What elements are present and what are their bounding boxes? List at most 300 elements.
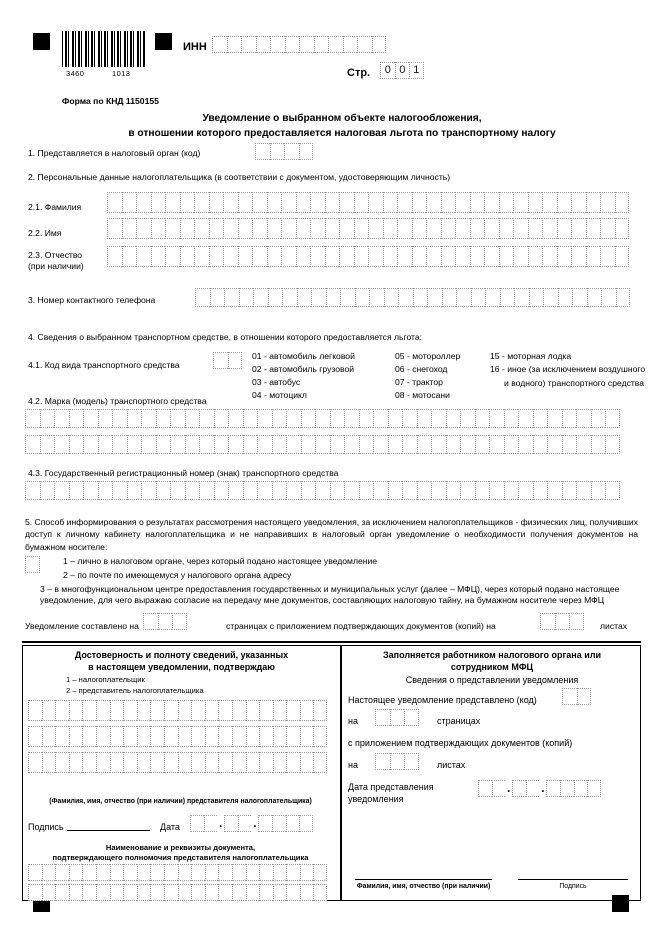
input-cell[interactable] xyxy=(96,864,110,881)
input-cell[interactable] xyxy=(259,884,273,901)
input-cell[interactable] xyxy=(205,726,219,747)
input-cell[interactable] xyxy=(299,36,314,53)
input-cell[interactable] xyxy=(286,481,301,500)
input-cell[interactable] xyxy=(205,752,219,773)
input-cell[interactable] xyxy=(151,246,166,267)
input-cell[interactable] xyxy=(547,409,562,428)
input-cell[interactable] xyxy=(383,218,398,239)
input-cell[interactable] xyxy=(28,864,42,881)
page-number-input[interactable] xyxy=(380,62,424,79)
input-cell[interactable] xyxy=(504,481,519,500)
input-cell[interactable] xyxy=(214,409,229,428)
input-cell[interactable] xyxy=(605,409,620,428)
input-cell[interactable] xyxy=(446,435,461,454)
input-cell[interactable] xyxy=(500,288,515,307)
input-cell[interactable] xyxy=(127,435,142,454)
input-cell[interactable] xyxy=(194,218,209,239)
input-cell[interactable] xyxy=(397,192,412,213)
input-cell[interactable] xyxy=(330,481,345,500)
input-cell[interactable] xyxy=(300,752,314,773)
input-cell[interactable] xyxy=(359,481,374,500)
input-cell[interactable] xyxy=(205,864,219,881)
input-cell[interactable] xyxy=(137,726,151,747)
input-cell[interactable] xyxy=(286,726,300,747)
input-cell[interactable] xyxy=(156,409,171,428)
input-cell[interactable] xyxy=(185,435,200,454)
input-cell[interactable] xyxy=(533,435,548,454)
input-cell[interactable] xyxy=(137,752,151,773)
input-cell[interactable] xyxy=(199,435,214,454)
date-cell[interactable] xyxy=(224,815,238,832)
input-cell[interactable] xyxy=(195,288,210,307)
input-cell[interactable] xyxy=(98,481,113,500)
input-cell[interactable] xyxy=(417,409,432,428)
input-cell[interactable] xyxy=(180,192,195,213)
input-cell[interactable] xyxy=(96,700,110,721)
input-cell[interactable] xyxy=(123,864,137,881)
input-cell[interactable] xyxy=(82,726,96,747)
input-cell[interactable] xyxy=(404,709,419,726)
input-cell[interactable] xyxy=(615,246,630,267)
input-cell[interactable] xyxy=(615,192,630,213)
input-cell[interactable] xyxy=(218,726,232,747)
input-cell[interactable] xyxy=(615,218,630,239)
input-cell[interactable] xyxy=(542,246,557,267)
input-cell[interactable] xyxy=(209,246,224,267)
input-cell[interactable] xyxy=(529,288,544,307)
input-cell[interactable] xyxy=(259,752,273,773)
input-cell[interactable] xyxy=(569,613,584,630)
input-cell[interactable] xyxy=(572,288,587,307)
input-cell[interactable] xyxy=(314,36,329,53)
input-cell[interactable] xyxy=(354,246,369,267)
input-cell[interactable] xyxy=(212,36,227,53)
input-cell[interactable] xyxy=(25,556,40,573)
input-cell[interactable] xyxy=(301,435,316,454)
right-pages-input[interactable] xyxy=(375,709,419,726)
input-cell[interactable] xyxy=(471,288,486,307)
input-cell[interactable] xyxy=(112,435,127,454)
input-cell[interactable] xyxy=(42,700,56,721)
date-cell[interactable] xyxy=(560,780,574,797)
input-cell[interactable] xyxy=(228,352,243,369)
input-cell[interactable] xyxy=(42,726,56,747)
input-cell[interactable] xyxy=(178,864,192,881)
vehicle-brand-input-row1[interactable] xyxy=(25,409,620,428)
input-cell[interactable] xyxy=(404,753,419,770)
input-cell[interactable] xyxy=(42,752,56,773)
input-cell[interactable] xyxy=(55,884,69,901)
input-cell[interactable] xyxy=(571,246,586,267)
input-cell[interactable] xyxy=(205,700,219,721)
input-cell[interactable] xyxy=(256,36,271,53)
input-cell[interactable] xyxy=(232,700,246,721)
input-cell[interactable] xyxy=(368,246,383,267)
input-cell[interactable] xyxy=(489,409,504,428)
input-cell[interactable] xyxy=(218,700,232,721)
input-cell[interactable] xyxy=(427,288,442,307)
input-cell[interactable] xyxy=(227,36,242,53)
representative-name-row[interactable] xyxy=(28,726,327,747)
input-cell[interactable] xyxy=(286,700,300,721)
input-cell[interactable] xyxy=(214,481,229,500)
input-cell[interactable] xyxy=(484,246,499,267)
input-cell[interactable]: 1 xyxy=(409,62,424,79)
input-cell[interactable] xyxy=(513,218,528,239)
input-cell[interactable] xyxy=(83,409,98,428)
input-cell[interactable] xyxy=(555,613,570,630)
input-cell[interactable] xyxy=(110,700,124,721)
input-cell[interactable] xyxy=(591,409,606,428)
input-cell[interactable] xyxy=(165,218,180,239)
input-cell[interactable] xyxy=(107,246,122,267)
input-cell[interactable] xyxy=(123,752,137,773)
input-cell[interactable] xyxy=(388,409,403,428)
input-cell[interactable] xyxy=(325,218,340,239)
input-cell[interactable] xyxy=(300,864,314,881)
input-cell[interactable] xyxy=(518,435,533,454)
input-cell[interactable] xyxy=(344,435,359,454)
input-cell[interactable] xyxy=(141,435,156,454)
input-cell[interactable] xyxy=(136,218,151,239)
input-cell[interactable] xyxy=(514,288,529,307)
input-cell[interactable] xyxy=(165,192,180,213)
input-cell[interactable] xyxy=(267,246,282,267)
input-cell[interactable] xyxy=(42,884,56,901)
input-cell[interactable] xyxy=(259,864,273,881)
input-cell[interactable] xyxy=(25,435,40,454)
input-cell[interactable] xyxy=(69,752,83,773)
input-cell[interactable] xyxy=(605,481,620,500)
input-cell[interactable] xyxy=(257,409,272,428)
input-cell[interactable] xyxy=(586,246,601,267)
input-cell[interactable] xyxy=(223,246,238,267)
input-cell[interactable] xyxy=(123,884,137,901)
input-cell[interactable] xyxy=(178,726,192,747)
input-cell[interactable] xyxy=(267,218,282,239)
date-cell[interactable] xyxy=(512,780,526,797)
input-cell[interactable] xyxy=(83,435,98,454)
input-cell[interactable] xyxy=(326,288,341,307)
input-cell[interactable] xyxy=(281,192,296,213)
input-cell[interactable] xyxy=(286,409,301,428)
input-cell[interactable] xyxy=(194,246,209,267)
input-cell[interactable] xyxy=(359,435,374,454)
input-cell[interactable] xyxy=(191,752,205,773)
input-cell[interactable] xyxy=(218,884,232,901)
input-cell[interactable] xyxy=(284,143,299,160)
date-cell[interactable] xyxy=(258,815,272,832)
input-cell[interactable] xyxy=(460,409,475,428)
input-cell[interactable] xyxy=(504,409,519,428)
input-cell[interactable] xyxy=(431,409,446,428)
input-cell[interactable] xyxy=(375,753,390,770)
input-cell[interactable] xyxy=(558,288,573,307)
input-cell[interactable] xyxy=(170,435,185,454)
date-cell[interactable] xyxy=(286,815,300,832)
input-cell[interactable] xyxy=(28,700,42,721)
input-cell[interactable] xyxy=(228,409,243,428)
input-cell[interactable] xyxy=(40,435,55,454)
input-cell[interactable] xyxy=(259,726,273,747)
input-cell[interactable] xyxy=(123,700,137,721)
input-cell[interactable] xyxy=(281,246,296,267)
input-cell[interactable] xyxy=(605,435,620,454)
phone-number-input[interactable] xyxy=(195,288,630,307)
input-cell[interactable] xyxy=(178,884,192,901)
input-cell[interactable] xyxy=(383,192,398,213)
input-cell[interactable] xyxy=(576,409,591,428)
input-cell[interactable] xyxy=(402,409,417,428)
input-cell[interactable] xyxy=(69,726,83,747)
input-cell[interactable] xyxy=(518,409,533,428)
input-cell[interactable] xyxy=(330,409,345,428)
input-cell[interactable] xyxy=(300,884,314,901)
input-cell[interactable] xyxy=(470,192,485,213)
input-cell[interactable] xyxy=(412,192,427,213)
input-cell[interactable] xyxy=(354,192,369,213)
input-cell[interactable] xyxy=(313,700,327,721)
input-cell[interactable] xyxy=(373,409,388,428)
input-cell[interactable] xyxy=(170,481,185,500)
input-cell[interactable] xyxy=(426,218,441,239)
input-cell[interactable] xyxy=(252,192,267,213)
input-cell[interactable] xyxy=(257,481,272,500)
input-cell[interactable] xyxy=(107,192,122,213)
input-cell[interactable] xyxy=(232,864,246,881)
input-cell[interactable] xyxy=(297,288,312,307)
input-cell[interactable] xyxy=(446,409,461,428)
input-cell[interactable] xyxy=(150,752,164,773)
input-cell[interactable] xyxy=(218,864,232,881)
input-cell[interactable] xyxy=(69,435,84,454)
input-cell[interactable] xyxy=(273,700,287,721)
input-cell[interactable] xyxy=(172,613,187,630)
input-cell[interactable] xyxy=(562,688,577,705)
tax-officer-name-line[interactable] xyxy=(355,879,492,880)
representative-date-input[interactable] xyxy=(190,815,313,832)
input-cell[interactable] xyxy=(484,192,499,213)
input-cell[interactable] xyxy=(301,409,316,428)
input-cell[interactable] xyxy=(246,700,260,721)
vehicle-type-code-input[interactable] xyxy=(213,352,242,369)
input-cell[interactable] xyxy=(272,435,287,454)
submitted-code-input[interactable] xyxy=(562,688,591,705)
input-cell[interactable] xyxy=(127,409,142,428)
input-cell[interactable] xyxy=(325,246,340,267)
input-cell[interactable] xyxy=(141,481,156,500)
input-cell[interactable] xyxy=(286,435,301,454)
input-cell[interactable] xyxy=(164,726,178,747)
input-cell[interactable] xyxy=(518,481,533,500)
input-cell[interactable] xyxy=(252,246,267,267)
input-cell[interactable] xyxy=(576,435,591,454)
firstname-input[interactable] xyxy=(107,218,629,239)
input-cell[interactable] xyxy=(69,481,84,500)
input-cell[interactable] xyxy=(591,481,606,500)
input-cell[interactable] xyxy=(313,884,327,901)
input-cell[interactable] xyxy=(137,884,151,901)
input-cell[interactable] xyxy=(426,192,441,213)
input-cell[interactable] xyxy=(267,192,282,213)
input-cell[interactable] xyxy=(375,709,390,726)
input-cell[interactable] xyxy=(239,288,254,307)
input-cell[interactable] xyxy=(485,288,500,307)
input-cell[interactable] xyxy=(543,288,558,307)
input-cell[interactable] xyxy=(562,409,577,428)
input-cell[interactable] xyxy=(40,409,55,428)
input-cell[interactable] xyxy=(616,288,631,307)
input-cell[interactable] xyxy=(191,864,205,881)
input-cell[interactable] xyxy=(112,481,127,500)
date-cell[interactable] xyxy=(299,815,313,832)
input-cell[interactable] xyxy=(137,700,151,721)
input-cell[interactable] xyxy=(209,218,224,239)
input-cell[interactable] xyxy=(313,864,327,881)
input-cell[interactable] xyxy=(69,864,83,881)
input-cell[interactable] xyxy=(40,481,55,500)
input-cell[interactable] xyxy=(417,435,432,454)
input-cell[interactable] xyxy=(259,700,273,721)
input-cell[interactable] xyxy=(315,481,330,500)
input-cell[interactable] xyxy=(238,246,253,267)
input-cell[interactable] xyxy=(136,246,151,267)
input-cell[interactable] xyxy=(218,752,232,773)
input-cell[interactable] xyxy=(178,700,192,721)
input-cell[interactable] xyxy=(504,435,519,454)
input-cell[interactable] xyxy=(343,36,358,53)
input-cell[interactable] xyxy=(417,481,432,500)
input-cell[interactable] xyxy=(339,192,354,213)
input-cell[interactable] xyxy=(123,726,137,747)
input-cell[interactable] xyxy=(557,192,572,213)
input-cell[interactable] xyxy=(547,435,562,454)
input-cell[interactable] xyxy=(600,218,615,239)
input-cell[interactable] xyxy=(310,246,325,267)
input-cell[interactable] xyxy=(170,409,185,428)
input-cell[interactable] xyxy=(499,192,514,213)
input-cell[interactable] xyxy=(25,481,40,500)
input-cell[interactable] xyxy=(296,246,311,267)
input-cell[interactable] xyxy=(98,409,113,428)
input-cell[interactable] xyxy=(286,752,300,773)
input-cell[interactable] xyxy=(191,726,205,747)
input-cell[interactable] xyxy=(194,192,209,213)
input-cell[interactable] xyxy=(272,409,287,428)
input-cell[interactable] xyxy=(528,246,543,267)
representative-name-row[interactable] xyxy=(28,752,327,773)
input-cell[interactable] xyxy=(205,884,219,901)
input-cell[interactable] xyxy=(122,192,137,213)
input-cell[interactable] xyxy=(601,288,616,307)
representative-name-row[interactable] xyxy=(28,700,327,721)
input-cell[interactable] xyxy=(325,192,340,213)
input-cell[interactable] xyxy=(272,481,287,500)
input-cell[interactable] xyxy=(185,481,200,500)
input-cell[interactable] xyxy=(273,752,287,773)
input-cell[interactable] xyxy=(383,246,398,267)
input-cell[interactable] xyxy=(310,218,325,239)
doc-authority-row[interactable] xyxy=(28,864,327,881)
input-cell[interactable] xyxy=(455,218,470,239)
input-cell[interactable] xyxy=(369,288,384,307)
input-cell[interactable] xyxy=(191,884,205,901)
input-cell[interactable] xyxy=(253,288,268,307)
input-cell[interactable] xyxy=(96,884,110,901)
date-cell[interactable] xyxy=(574,780,588,797)
input-cell[interactable] xyxy=(282,288,297,307)
input-cell[interactable] xyxy=(122,246,137,267)
input-cell[interactable] xyxy=(150,726,164,747)
tax-officer-signature-line[interactable] xyxy=(518,879,628,880)
input-cell[interactable] xyxy=(156,481,171,500)
input-cell[interactable] xyxy=(180,218,195,239)
input-cell[interactable] xyxy=(82,752,96,773)
input-cell[interactable] xyxy=(199,409,214,428)
input-cell[interactable] xyxy=(372,36,387,53)
input-cell[interactable] xyxy=(460,481,475,500)
input-cell[interactable] xyxy=(191,700,205,721)
input-cell[interactable] xyxy=(528,192,543,213)
input-cell[interactable] xyxy=(484,218,499,239)
input-cell[interactable] xyxy=(340,288,355,307)
date-cell[interactable] xyxy=(478,780,492,797)
input-cell[interactable] xyxy=(136,192,151,213)
input-cell[interactable]: 0 xyxy=(395,62,410,79)
input-cell[interactable] xyxy=(246,884,260,901)
input-cell[interactable] xyxy=(540,613,555,630)
input-cell[interactable] xyxy=(328,36,343,53)
input-cell[interactable] xyxy=(281,218,296,239)
input-cell[interactable] xyxy=(542,218,557,239)
input-cell[interactable] xyxy=(441,218,456,239)
input-cell[interactable] xyxy=(110,884,124,901)
input-cell[interactable] xyxy=(107,218,122,239)
input-cell[interactable] xyxy=(232,752,246,773)
input-cell[interactable] xyxy=(299,143,314,160)
input-cell[interactable] xyxy=(402,435,417,454)
input-cell[interactable] xyxy=(557,218,572,239)
input-cell[interactable] xyxy=(241,36,256,53)
inn-input[interactable] xyxy=(212,36,386,53)
input-cell[interactable] xyxy=(397,246,412,267)
input-cell[interactable] xyxy=(344,409,359,428)
input-cell[interactable] xyxy=(252,218,267,239)
input-cell[interactable] xyxy=(141,409,156,428)
input-cell[interactable]: 0 xyxy=(380,62,395,79)
input-cell[interactable] xyxy=(339,246,354,267)
input-cell[interactable] xyxy=(246,864,260,881)
input-cell[interactable] xyxy=(355,288,370,307)
input-cell[interactable] xyxy=(557,246,572,267)
input-cell[interactable] xyxy=(412,218,427,239)
input-cell[interactable] xyxy=(577,688,592,705)
input-cell[interactable] xyxy=(339,218,354,239)
input-cell[interactable] xyxy=(55,700,69,721)
input-cell[interactable] xyxy=(42,864,56,881)
patronymic-input[interactable] xyxy=(107,246,629,267)
input-cell[interactable] xyxy=(150,700,164,721)
input-cell[interactable] xyxy=(528,218,543,239)
input-cell[interactable] xyxy=(55,864,69,881)
input-cell[interactable] xyxy=(571,192,586,213)
input-cell[interactable] xyxy=(456,288,471,307)
input-cell[interactable] xyxy=(431,481,446,500)
date-cell[interactable] xyxy=(238,815,252,832)
input-cell[interactable] xyxy=(164,752,178,773)
input-cell[interactable] xyxy=(513,192,528,213)
input-cell[interactable] xyxy=(69,884,83,901)
